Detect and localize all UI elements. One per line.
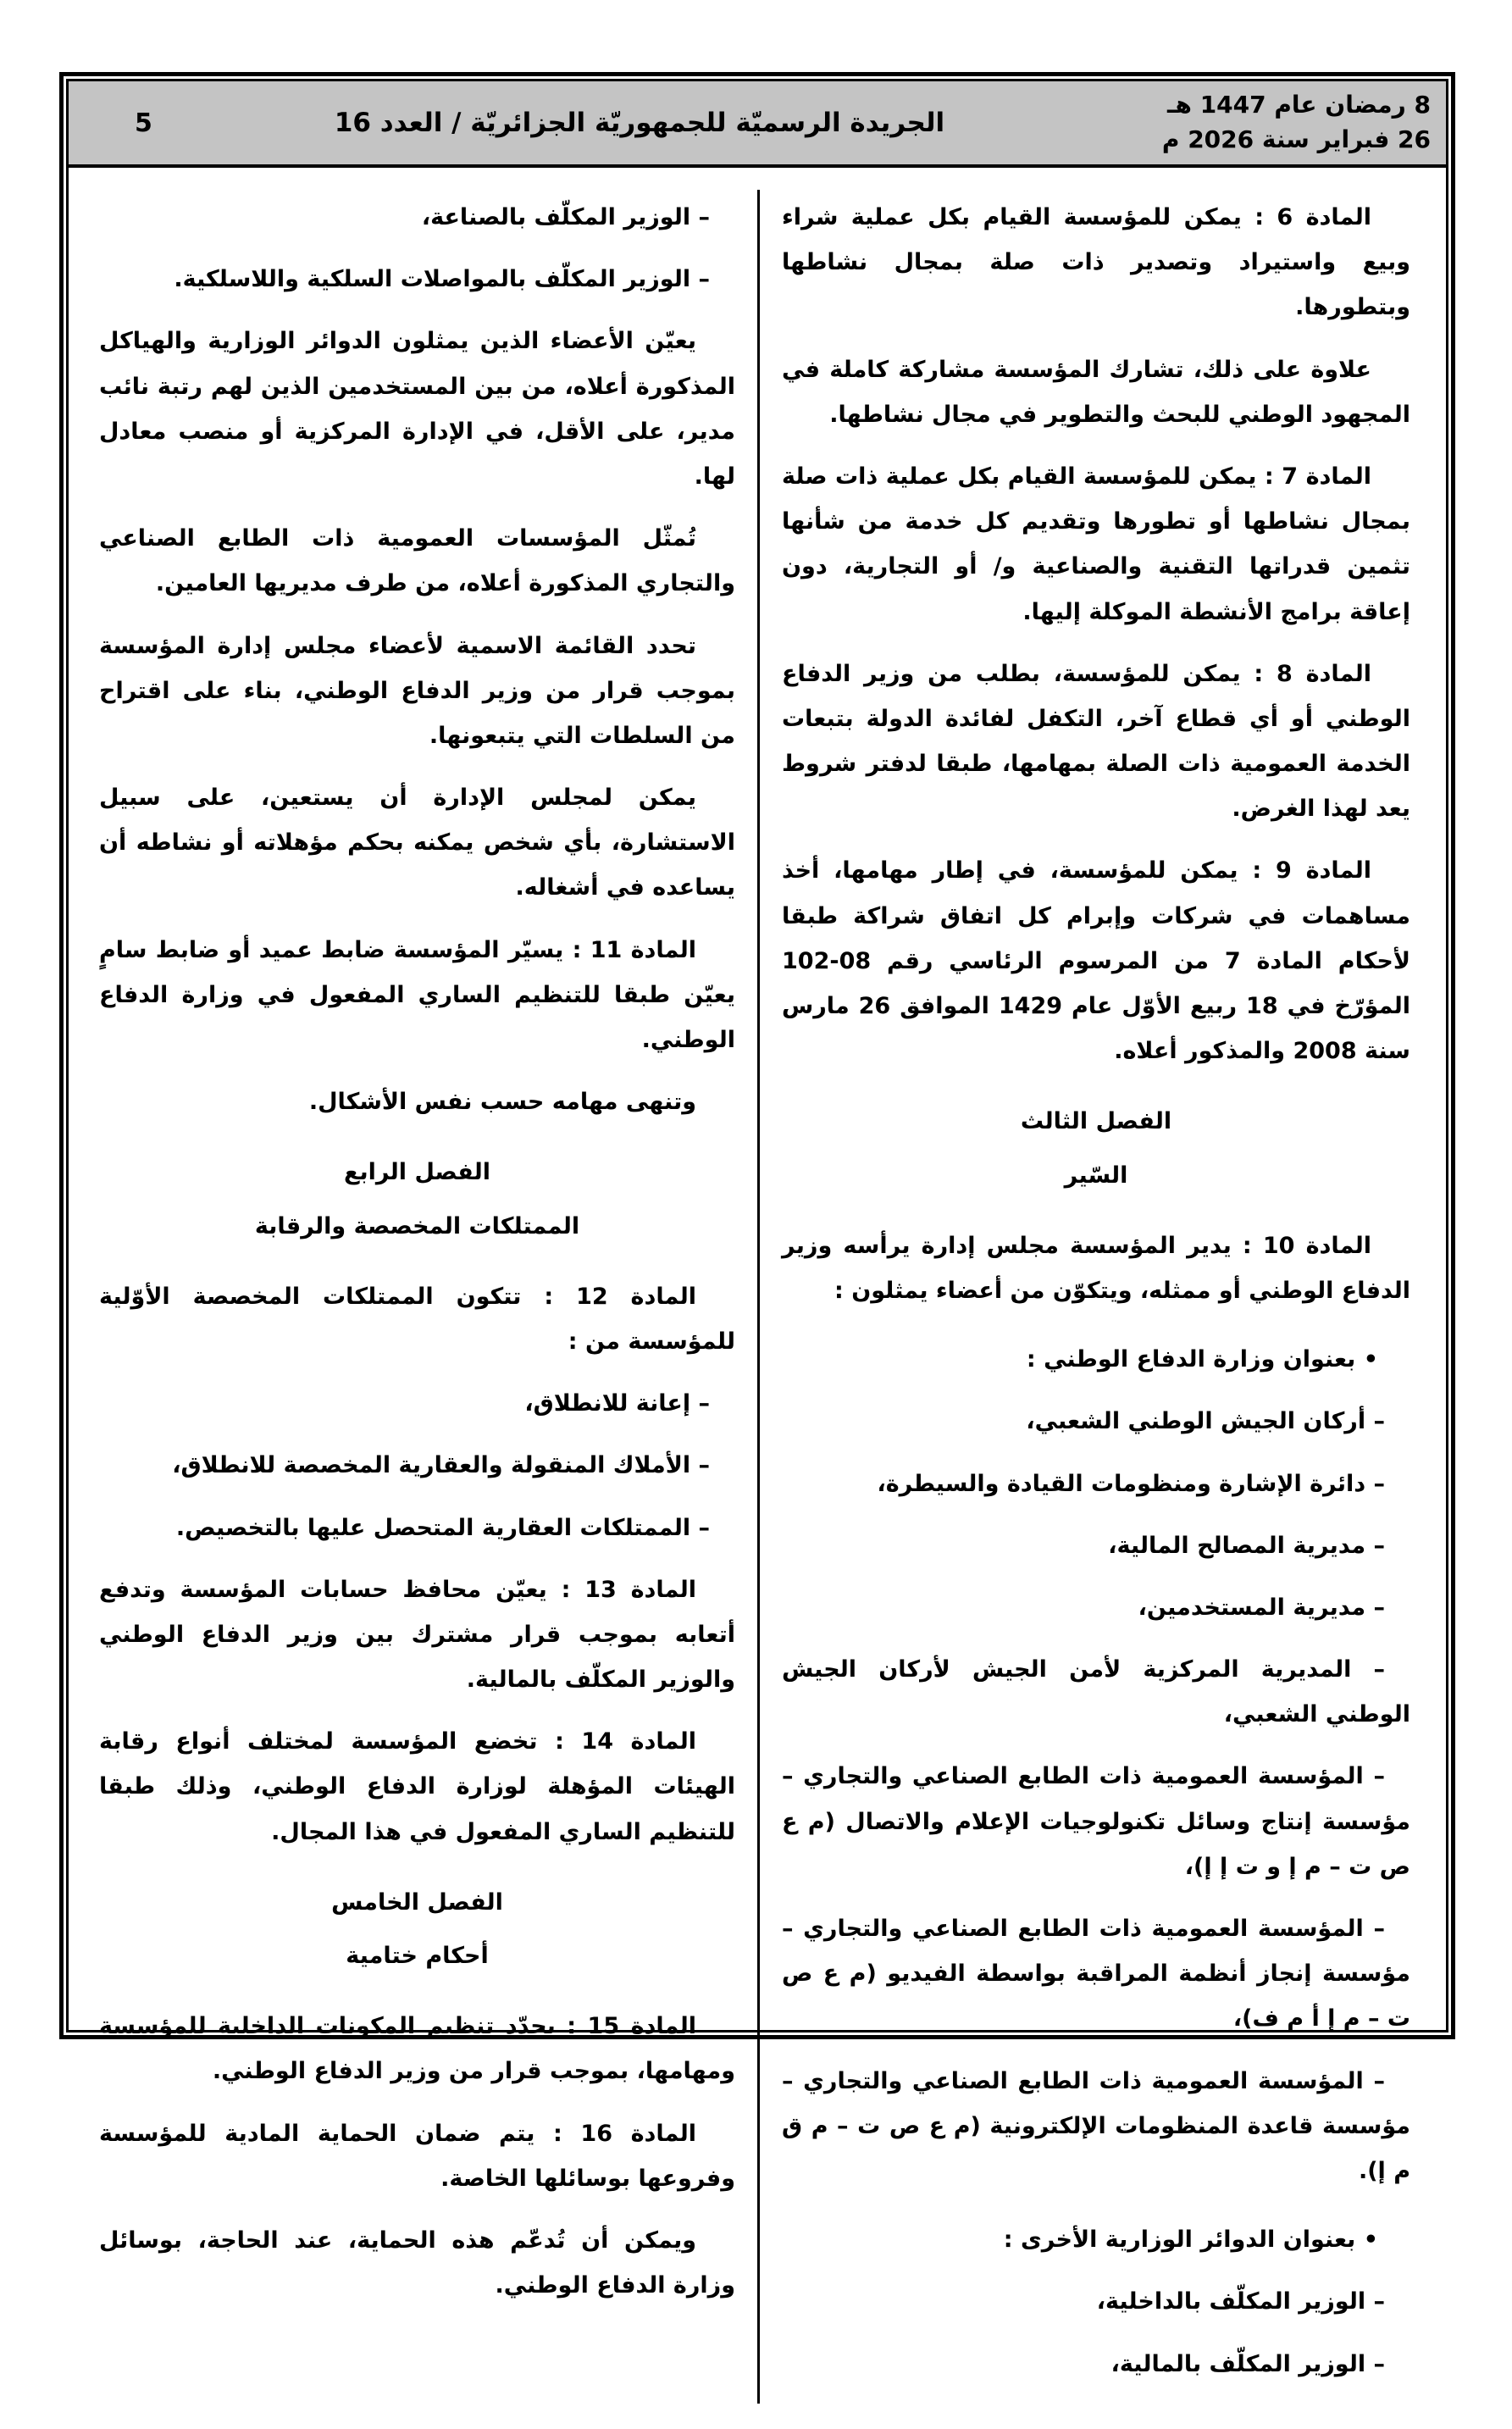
body-paragraph <box>99 319 735 499</box>
gazette-page-frame <box>59 72 1455 2377</box>
dash-prefix: – <box>698 266 710 293</box>
list-item <box>782 1585 1410 1630</box>
article-text: يمكن للمؤسسة، بطلب من وزير الدفاع الوطني أو أي قطاع آخر، التكفل لفائدة الدولة بتبعات الخدمة العمومية ذات الصلة بمهامها، طبقا لدفتر شروط يعد لهذا الغرض. <box>782 660 1410 823</box>
body-paragraph <box>99 775 735 911</box>
paragraph-text: تُمثّل المؤسسات العمومية ذات الطابع الصناعي والتجاري المذكورة أعلاه، من طرف مديريها العامين. <box>99 525 735 597</box>
list-item <box>99 1381 735 1426</box>
body-paragraph <box>99 624 735 759</box>
dash-prefix: – <box>1373 1656 1385 1683</box>
article-text: يسيّر المؤسسة ضابط عميد أو ضابط سامٍ يعيّن طبقا للتنظيم الساري المفعول في وزارة الدفاع الوطني. <box>99 936 735 1053</box>
dash-prefix: – <box>698 1390 710 1417</box>
paragraph-text: يعيّن الأعضاء الذين يمثلون الدوائر الوزارية والهياكل المذكورة أعلاه، من بين المستخدمين الذين لهم رتبة نائب مدير، على الأقل، في الإدارة المركزية أو منصب معادل لها. <box>99 328 735 490</box>
list-item-text: مديرية المصالح المالية، <box>1108 1532 1366 1559</box>
chapter-heading <box>782 1099 1410 1144</box>
article-label: المادة 10 : <box>1242 1232 1372 1259</box>
list-item <box>99 1443 735 1488</box>
column-right <box>757 190 1424 2404</box>
dash-prefix: – <box>1373 1532 1385 1559</box>
body-paragraph <box>99 2218 735 2308</box>
paragraph-text: تحدد القائمة الاسمية لأعضاء مجلس إدارة المؤسسة بموجب قرار من وزير الدفاع الوطني، بناء على اقتراح من السلطات التي يتبعونها. <box>99 632 735 749</box>
article-label: المادة 6 : <box>1254 204 1371 230</box>
article-text: تخضع المؤسسة لمختلف أنواع رقابة الهيئات المؤهلة لوزارة الدفاع الوطني، وذلك طبقا للتنظيم الساري المفعول في هذا المجال. <box>99 1728 735 1845</box>
article-text: يحدّد تنظيم المكونات الداخلية للمؤسسة ومهامها، بموجب قرار من وزير الدفاع الوطني. <box>99 2013 735 2085</box>
article-paragraph <box>99 1719 735 1855</box>
journal-title: الجريدة الرسميّة للجمهوريّة الجزائريّة / العدد 16 <box>334 108 945 138</box>
article-text: تتكون الممتلكات المخصصة الأوّلية للمؤسسة من : <box>99 1283 735 1355</box>
section-heading <box>782 1153 1410 1198</box>
list-item-text: الوزير المكلّف بالصناعة، <box>421 204 691 230</box>
article-label: المادة 14 : <box>555 1728 696 1755</box>
gregorian-date: 26 فبراير سنة 2026 م <box>1161 125 1431 153</box>
page-number: 5 <box>135 108 152 138</box>
article-paragraph <box>782 195 1410 330</box>
article-label: المادة 9 : <box>1252 857 1372 885</box>
list-item-text: المديرية المركزية لأمن الجيش لأركان الجيش الوطني الشعبي، <box>782 1656 1410 1728</box>
hijri-date: 8 رمضان عام 1447 هـ <box>1166 91 1431 119</box>
dash-prefix: – <box>1373 2288 1385 2315</box>
list-item <box>782 1399 1410 1444</box>
paragraph-text: علاوة على ذلك، تشارك المؤسسة مشاركة كاملة في المجهود الوطني للبحث والتطوير في مجال نشاطها. <box>782 356 1410 428</box>
list-item <box>782 1461 1410 1506</box>
article-label: المادة 7 : <box>1264 463 1371 490</box>
page-header <box>69 81 1446 168</box>
list-item <box>782 1647 1410 1737</box>
article-paragraph <box>99 928 735 1063</box>
list-item <box>99 257 735 302</box>
article-text: يدير المؤسسة مجلس إدارة يرأسه وزير الدفاع الوطني أو ممثله، ويتكوّن من أعضاء يمثلون : <box>782 1232 1410 1304</box>
paragraph-text: وتنهى مهامه حسب نفس الأشكال. <box>308 1089 696 1116</box>
dash-prefix: – <box>1373 1916 1386 1942</box>
dash-prefix: – <box>1373 1594 1385 1621</box>
list-item <box>782 1754 1410 1889</box>
column-left <box>91 190 757 2404</box>
list-item-text: إعانة للانطلاق، <box>524 1390 691 1417</box>
body-paragraph <box>782 347 1410 437</box>
article-text: يمكن للمؤسسة، في إطار مهامها، أخذ مساهمات في شركات وإبرام كل اتفاق شراكة طبقا لأحكام المادة 7 من المرسوم الرئاسي رقم 08-102 المؤرّخ في 18 ربيع الأوّل عام 1429 الموافق 26 مارس سنة 2008 والمذكور أعلاه. <box>782 857 1410 1065</box>
section-heading <box>99 1933 735 1978</box>
body-paragraph <box>99 516 735 606</box>
article-paragraph <box>99 1567 735 1703</box>
article-paragraph <box>99 2004 735 2093</box>
header-dates <box>1066 85 1446 160</box>
article-label: المادة 11 : <box>572 936 697 963</box>
list-item-text: المؤسسة العمومية ذات الطابع الصناعي والتجاري – مؤسسة إنجاز أنظمة المراقبة بواسطة الفيديو (م ع ص ت – م إ أ م ف)، <box>782 1916 1410 2032</box>
dash-prefix: – <box>698 204 710 230</box>
article-text: يمكن للمؤسسة القيام بكل عملية شراء وبيع واستيراد وتصدير ذات صلة بمجال نشاطها وبتطورها. <box>782 204 1410 321</box>
list-item <box>782 1523 1410 1568</box>
list-item-text: مديرية المستخدمين، <box>1138 1594 1366 1621</box>
list-item-text: المؤسسة العمومية ذات الطابع الصناعي والتجاري – مؤسسة إنتاج وسائل تكنولوجيات الإعلام والاتصال (م ع ص ت – م إ و ت إ إ)، <box>782 1763 1410 1880</box>
list-item-text: الأملاك المنقولة والعقارية المخصصة للانطلاق، <box>172 1452 691 1479</box>
section-text: الممتلكات المخصصة والرقابة <box>254 1212 580 1239</box>
article-text: يتم ضمان الحماية المادية للمؤسسة وفروعها بوسائلها الخاصة. <box>99 2120 735 2192</box>
article-paragraph <box>99 1274 735 1364</box>
chapter-text: الفصل الرابع <box>344 1159 490 1186</box>
article-paragraph <box>782 848 1410 1073</box>
paragraph-text: يمكن لمجلس الإدارة أن يستعين، على سبيل الاستشارة، بأي شخص يمكنه بحكم مؤهلاته أو نشاطه أن يساعده في أشغاله. <box>99 785 735 901</box>
dash-prefix: – <box>1373 1763 1386 1790</box>
bullet-heading-text: بعنوان الدوائر الوزارية الأخرى : <box>1003 2227 1356 2254</box>
dash-prefix: – <box>1373 1470 1385 1497</box>
list-item-text: أركان الجيش الوطني الشعبي، <box>1026 1408 1366 1435</box>
article-label: المادة 13 : <box>561 1576 696 1603</box>
section-heading <box>99 1204 735 1249</box>
list-item <box>782 2059 1410 2194</box>
chapter-heading <box>99 1150 735 1195</box>
bullet-icon: • <box>1363 1346 1378 1373</box>
bullet-heading <box>782 1337 1410 1382</box>
chapter-text: الفصل الثالث <box>1020 1108 1172 1135</box>
bullet-heading <box>782 2217 1410 2262</box>
article-paragraph <box>99 2111 735 2201</box>
list-item <box>99 195 735 240</box>
list-item <box>782 2279 1410 2324</box>
list-item-text: دائرة الإشارة ومنظومات القيادة والسيطرة، <box>877 1470 1366 1497</box>
list-item-text: الوزير المكلّف بالمواصلات السلكية واللاسلكية. <box>174 266 691 293</box>
article-label: المادة 8 : <box>1254 660 1372 687</box>
dash-prefix: – <box>698 1452 710 1479</box>
article-text: يمكن للمؤسسة القيام بكل عملية ذات صلة بمجال نشاطها أو تطورها وتقديم كل خدمة من شأنها تثمين قدراتها التقنية والصناعية و/ أو التجارية، دون إعاقة برامج الأنشطة الموكلة إليها. <box>782 463 1410 625</box>
section-text: أحكام ختامية <box>346 1943 489 1969</box>
section-text: السّير <box>1064 1162 1128 1189</box>
bullet-icon: • <box>1363 2227 1378 2254</box>
article-label: المادة 12 : <box>544 1283 696 1310</box>
article-paragraph <box>782 454 1410 635</box>
chapter-text: الفصل الخامس <box>331 1888 503 1916</box>
list-item-text: المؤسسة العمومية ذات الطابع الصناعي والتجاري – مؤسسة قاعدة المنظومات الإلكترونية (م ع ص ت – م ق م إ). <box>782 2067 1410 2184</box>
list-item <box>782 1906 1410 2042</box>
gazette-page-inner-frame <box>66 79 1448 2377</box>
list-item-text: الوزير المكلّف بالداخلية، <box>1096 2288 1366 2315</box>
list-item-text: الوزير المكلّف بالمالية، <box>1110 2350 1366 2377</box>
dash-prefix: – <box>1373 1408 1385 1435</box>
body-paragraph <box>99 1079 735 1124</box>
dash-prefix: – <box>1373 2067 1386 2094</box>
bullet-heading-text: بعنوان وزارة الدفاع الوطني : <box>1026 1346 1356 1373</box>
article-paragraph <box>782 1223 1410 1313</box>
paragraph-text: ويمكن أن تُدعّم هذه الحماية، عند الحاجة، بوسائل وزارة الدفاع الوطني. <box>99 2227 735 2299</box>
article-label: المادة 16 : <box>552 2120 697 2147</box>
list-item-text: الممتلكات العقارية المتحصل عليها بالتخصيص. <box>175 1514 691 1541</box>
article-label: المادة 15 : <box>567 2013 696 2040</box>
article-text: يعيّن محافظ حسابات المؤسسة وتدفع أتعابه بموجب قرار مشترك بين وزير الدفاع الوطني والوزير المكلّف بالمالية. <box>99 1576 735 1694</box>
list-item <box>99 1506 735 1550</box>
chapter-heading <box>99 1880 735 1925</box>
dash-prefix: – <box>698 1514 710 1541</box>
article-paragraph <box>782 652 1410 832</box>
dash-prefix: – <box>1373 2350 1385 2377</box>
list-item <box>782 2342 1410 2387</box>
page-content <box>69 168 1446 2429</box>
